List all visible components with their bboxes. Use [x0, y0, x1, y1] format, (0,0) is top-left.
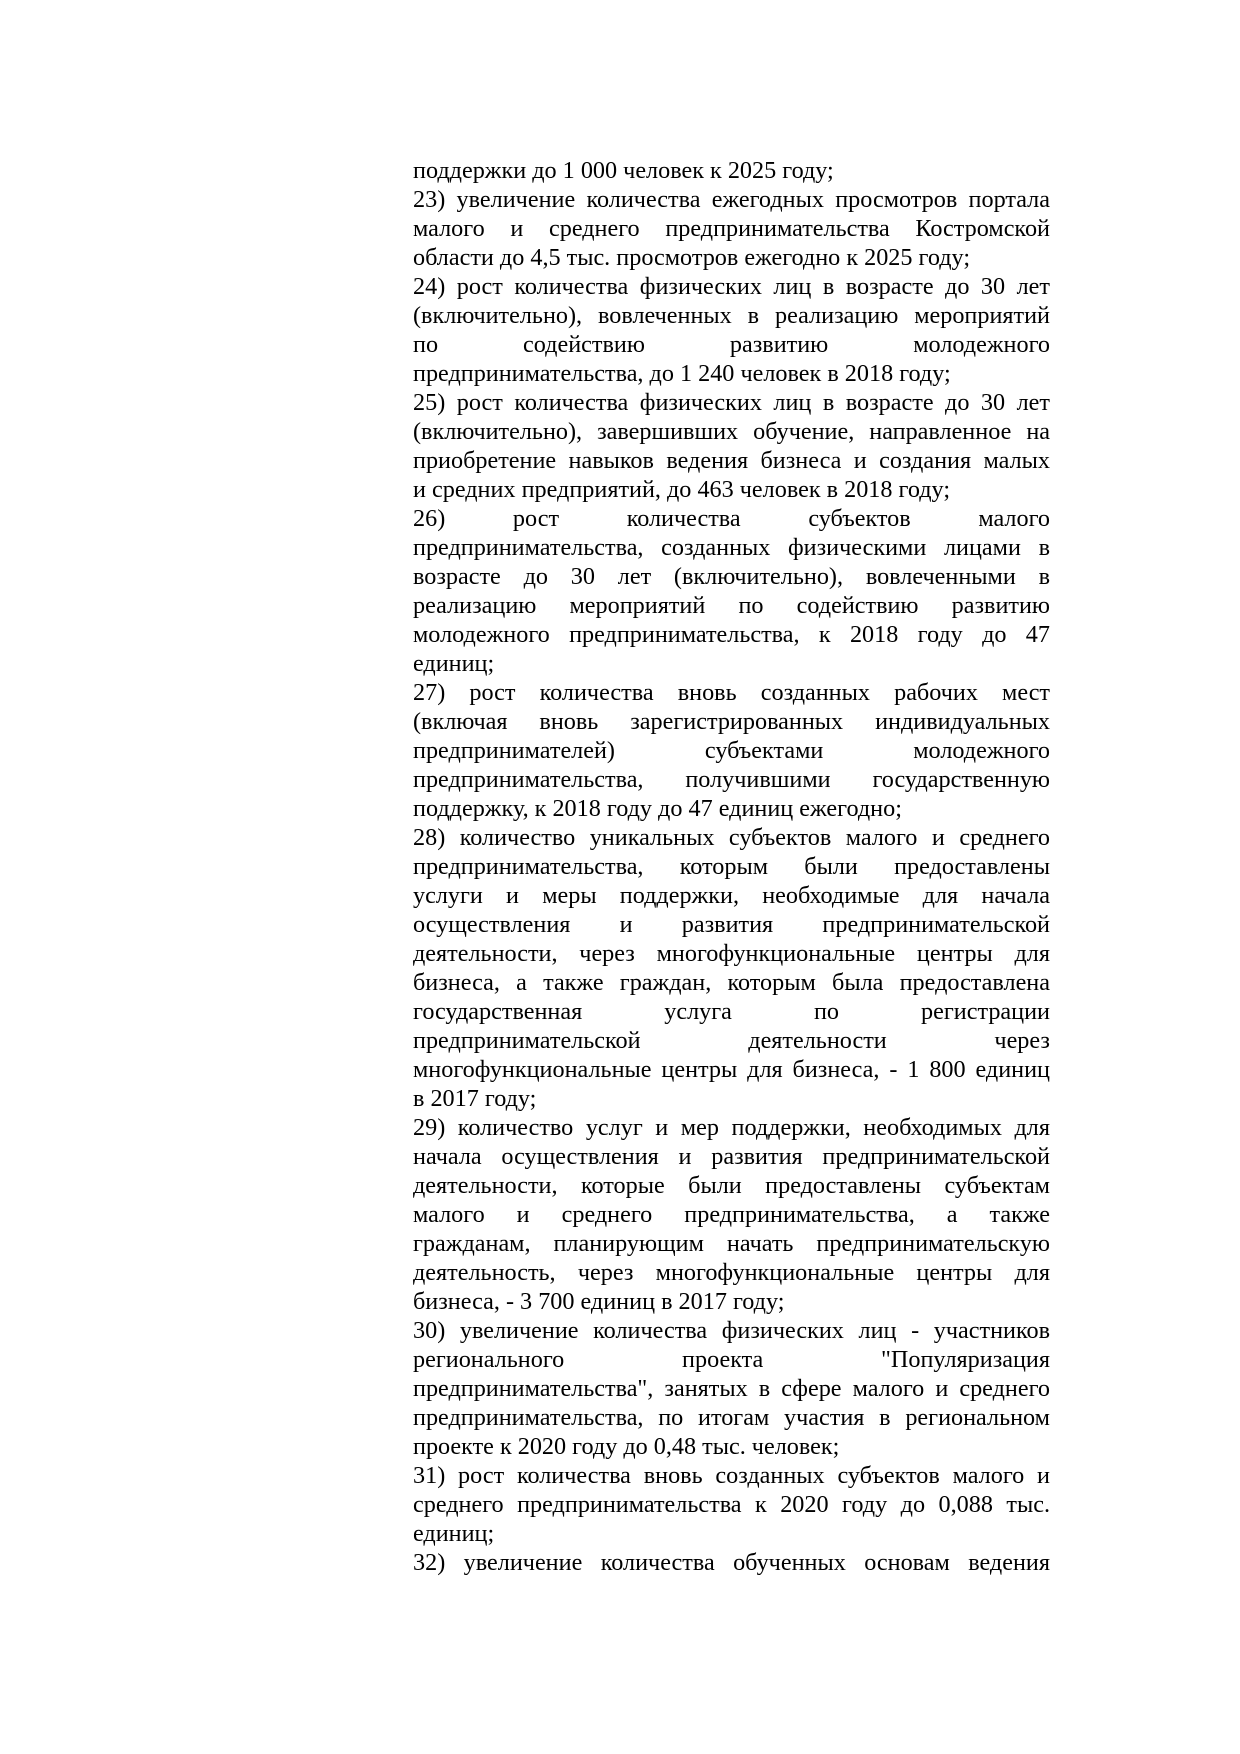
text-line: 31) рост количества вновь созданных субъектов малого и — [413, 1462, 1050, 1489]
text-line: малого и среднего предпринимательства Костромской — [413, 215, 1050, 242]
text-line: молодежного предпринимательства, к 2018 году до 47 — [413, 621, 1050, 648]
text-line: поддержки до 1 000 человек к 2025 году; — [413, 157, 834, 184]
text-line: реализацию мероприятий по содействию развитию — [413, 592, 1050, 619]
text-line: среднего предпринимательства к 2020 году до 0,088 тыс. — [413, 1491, 1050, 1518]
text-line: (включительно), завершивших обучение, направленное на — [413, 418, 1050, 445]
text-line: по содействию развитию молодежного — [413, 331, 1050, 358]
text-line: деятельность, через многофункциональные центры для — [413, 1259, 1050, 1286]
text-line: деятельности, которые были предоставлены субъектам — [413, 1172, 1050, 1199]
text-line: (включая вновь зарегистрированных индивидуальных — [413, 708, 1050, 735]
text-line: поддержку, к 2018 году до 47 единиц ежегодно; — [413, 795, 902, 822]
text-line: услуги и меры поддержки, необходимые для начала — [413, 882, 1050, 909]
text-line: 32) увеличение количества обученных основам ведения — [413, 1549, 1050, 1576]
text-line: предпринимательства, получившими государственную — [413, 766, 1050, 793]
text-line: (включительно), вовлеченных в реализацию мероприятий — [413, 302, 1050, 329]
text-line: проекте к 2020 году до 0,48 тыс. человек; — [413, 1433, 840, 1460]
text-line: предпринимательства, по итогам участия в региональном — [413, 1404, 1050, 1431]
text-line: предпринимательской деятельности через — [413, 1027, 1050, 1054]
text-line: 26) рост количества субъектов малого — [413, 505, 1050, 532]
text-line: 27) рост количества вновь созданных рабочих мест — [413, 679, 1050, 706]
text-line: 24) рост количества физических лиц в возрасте до 30 лет — [413, 273, 1050, 300]
text-line: 25) рост количества физических лиц в возрасте до 30 лет — [413, 389, 1050, 416]
text-line: осуществления и развития предпринимательской — [413, 911, 1050, 938]
text-line: 29) количество услуг и мер поддержки, необходимых для — [413, 1114, 1050, 1141]
text-line: начала осуществления и развития предпринимательской — [413, 1143, 1050, 1170]
text-line: государственная услуга по регистрации — [413, 998, 1050, 1025]
text-line: и средних предприятий, до 463 человек в 2018 году; — [413, 476, 951, 503]
text-line: единиц; — [413, 1520, 495, 1547]
text-line: малого и среднего предпринимательства, а также — [413, 1201, 1050, 1228]
document-page — [413, 156, 1050, 1577]
text-line: предпринимателей) субъектами молодежного — [413, 737, 1050, 764]
text-line: бизнеса, а также граждан, которым была предоставлена — [413, 969, 1050, 996]
text-line: предпринимательства", занятых в сфере малого и среднего — [413, 1375, 1050, 1402]
text-line: приобретение навыков ведения бизнеса и создания малых — [413, 447, 1050, 474]
text-line: единиц; — [413, 650, 495, 677]
text-line: многофункциональные центры для бизнеса, - 1 800 единиц — [413, 1056, 1050, 1083]
text-line: бизнеса, - 3 700 единиц в 2017 году; — [413, 1288, 785, 1315]
text-line: регионального проекта "Популяризация — [413, 1346, 1050, 1373]
text-line: предпринимательства, которым были предоставлены — [413, 853, 1050, 880]
text-line: предпринимательства, до 1 240 человек в 2018 году; — [413, 360, 951, 387]
text-line: предпринимательства, созданных физическими лицами в — [413, 534, 1050, 561]
text-line: деятельности, через многофункциональные центры для — [413, 940, 1050, 967]
text-line: 28) количество уникальных субъектов малого и среднего — [413, 824, 1050, 851]
text-line: области до 4,5 тыс. просмотров ежегодно к 2025 году; — [413, 244, 971, 271]
text-line: гражданам, планирующим начать предпринимательскую — [413, 1230, 1050, 1257]
text-line: 30) увеличение количества физических лиц - участников — [413, 1317, 1050, 1344]
text-line: возрасте до 30 лет (включительно), вовлеченными в — [413, 563, 1050, 590]
text-line: в 2017 году; — [413, 1085, 537, 1112]
text-line: 23) увеличение количества ежегодных просмотров портала — [413, 186, 1050, 213]
